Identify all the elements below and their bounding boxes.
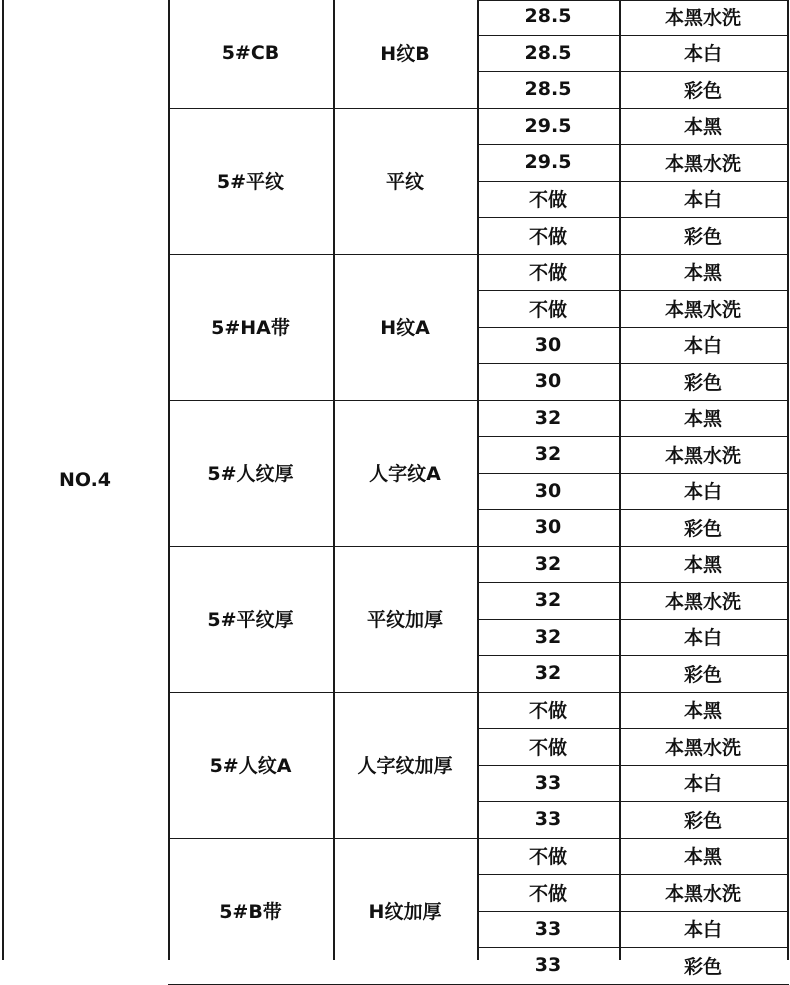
product-code: 5#人纹厚 [207,463,294,485]
grid-line [477,0,789,1]
price-cell: 32 [534,552,562,575]
color-cell: 彩色 [683,955,722,978]
price-cell: 32 [534,589,562,612]
price-cell: 30 [534,479,562,502]
price-cell: 33 [534,808,562,831]
price-cell: 不做 [528,882,567,905]
color-cell: 本黑水洗 [664,6,741,29]
color-cell: 本白 [683,43,722,66]
price-cell: 30 [534,516,562,539]
color-cell: 本白 [683,919,722,942]
price-cell: 不做 [528,298,567,321]
grid-line [168,984,477,985]
color-cell: 本黑 [683,700,722,723]
pattern-name: 平纹 [385,171,424,193]
price-cell: 32 [534,443,562,466]
color-cell: 彩色 [683,663,722,686]
price-cell: 32 [534,406,562,429]
color-cell: 彩色 [683,517,722,540]
color-cell: 彩色 [683,371,722,394]
pattern-name: 平纹加厚 [366,609,443,631]
color-cell: 本白 [683,481,722,504]
price-cell: 29.5 [524,151,572,174]
pattern-name: H纹B [380,43,430,66]
price-cell: 33 [534,771,562,794]
product-code: 5#平纹厚 [207,609,294,631]
color-cell: 本白 [683,627,722,650]
color-cell: 本白 [683,773,722,796]
price-cell: 30 [534,370,562,393]
pattern-name: H纹加厚 [368,901,442,923]
color-cell: 本白 [683,335,722,358]
price-cell: 33 [534,917,562,940]
price-cell: 不做 [528,846,567,869]
price-cell: 不做 [528,225,567,248]
product-code: 5#人纹A [209,755,292,777]
color-cell: 本白 [683,189,722,212]
price-cell: 33 [534,954,562,977]
product-code: 5#平纹 [216,171,285,193]
color-cell: 本黑 [683,554,722,577]
price-cell: 32 [534,625,562,648]
section-label: NO.4 [58,469,112,491]
product-code: 5#B带 [219,901,282,923]
color-cell: 彩色 [683,79,722,102]
color-cell: 本黑水洗 [664,882,741,905]
pattern-name: 人字纹A [369,463,441,485]
color-cell: 本黑水洗 [664,736,741,759]
color-cell: 彩色 [683,225,722,248]
color-cell: 本黑水洗 [664,590,741,613]
color-cell: 本黑 [683,846,722,869]
grid-line [477,984,789,985]
color-cell: 本黑 [683,116,722,139]
price-cell: 32 [534,662,562,685]
product-code: 5#CB [221,41,280,64]
price-cell: 30 [534,333,562,356]
color-cell: 本黑水洗 [664,444,741,467]
price-cell: 不做 [528,700,567,723]
price-cell: 不做 [528,736,567,759]
price-cell: 28.5 [524,78,572,101]
price-cell: 不做 [528,189,567,212]
pattern-name: 人字纹加厚 [357,755,453,777]
color-cell: 本黑 [683,262,722,285]
price-cell: 28.5 [524,5,572,28]
color-cell: 本黑 [683,408,722,431]
product-code: 5#HA带 [211,317,290,339]
color-cell: 本黑水洗 [664,152,741,175]
price-cell: 28.5 [524,41,572,64]
price-cell: 不做 [528,262,567,285]
pattern-name: H纹A [380,317,430,339]
color-cell: 本黑水洗 [664,298,741,321]
price-cell: 29.5 [524,114,572,137]
color-cell: 彩色 [683,809,722,832]
